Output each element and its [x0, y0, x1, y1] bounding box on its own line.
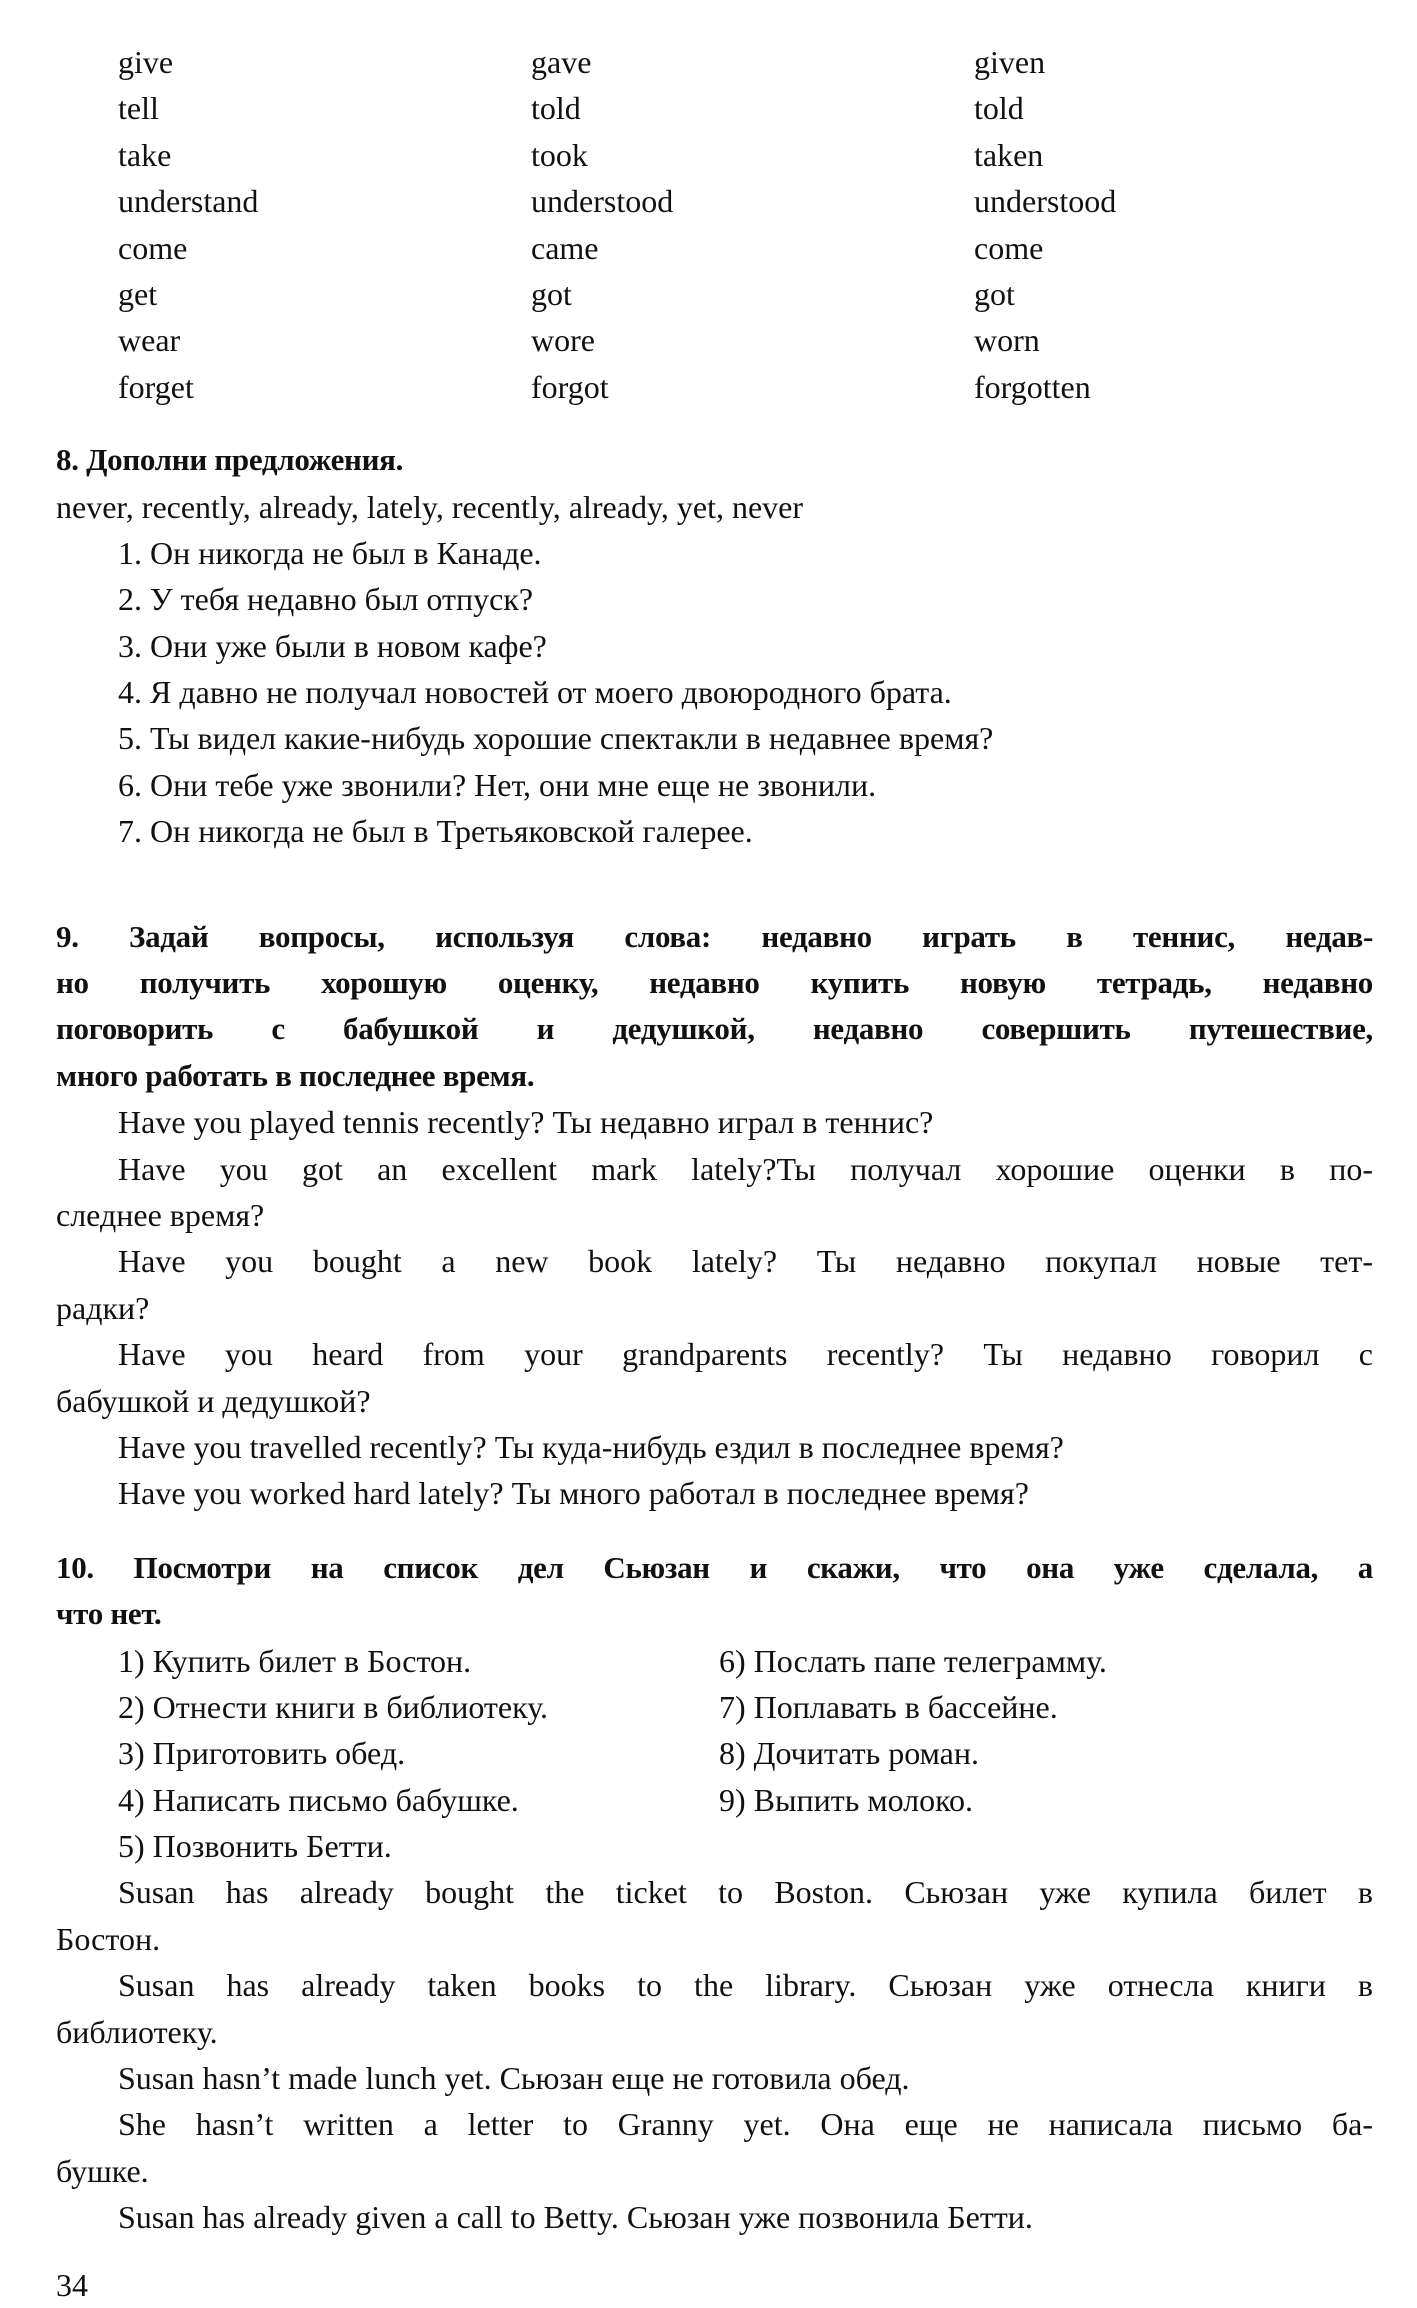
exercise-8-sentence: 3. Они уже были в новом кафе? [118, 627, 547, 664]
todo-item: 5) Позвонить Бетти. [118, 1828, 392, 1865]
answer-line: следнее время? [56, 1196, 265, 1233]
exercise-heading-line: что нет. [56, 1596, 162, 1632]
answer-line: Susan hasn’t made lunch yet. Сьюзан еще не готовила обед. [118, 2060, 910, 2097]
verb-form: came [531, 229, 599, 266]
verb-form: forgotten [974, 368, 1091, 405]
verb-form: told [531, 90, 581, 127]
answer-line: Susan has already bought the ticket to Boston. Сьюзан уже купила билет в [118, 1874, 1373, 1911]
todo-item: 9) Выпить молоко. [719, 1781, 974, 1818]
verb-form: worn [974, 322, 1040, 359]
exercise-8-sentence: 5. Ты видел какие-нибудь хорошие спектакли в недавнее время? [118, 720, 994, 757]
exercise-heading-line: 10. Посмотри на список дел Сьюзан и скажи, что она уже сделала, а [56, 1549, 1373, 1585]
verb-form: taken [974, 136, 1044, 173]
verb-form: come [118, 229, 188, 266]
answer-line: Have you travelled recently? Ты куда-нибудь ездил в последнее время? [118, 1428, 1064, 1465]
todo-item: 6) Послать папе телеграмму. [719, 1642, 1107, 1679]
todo-item: 2) Отнести книги в библиотеку. [118, 1688, 548, 1725]
exercise-8-sentence: 7. Он никогда не был в Третьяковской галерее. [118, 813, 753, 850]
answer-line: Have you bought a new book lately? Ты недавно покупал новые тет- [118, 1243, 1373, 1280]
verb-form: come [974, 229, 1044, 266]
verb-form: understand [118, 183, 259, 220]
answer-line: Have you heard from your grandparents recently? Ты недавно говорил с [118, 1336, 1373, 1373]
verb-form: got [974, 275, 1015, 312]
exercise-8-sentence: 4. Я давно не получал новостей от моего двоюродного брата. [118, 674, 952, 711]
answer-line: бушке. [56, 2152, 149, 2189]
verb-form: tell [118, 90, 159, 127]
verb-form: given [974, 44, 1046, 80]
todo-item: 1) Купить билет в Бостон. [118, 1642, 472, 1679]
verb-form: got [531, 275, 572, 312]
exercise-heading-line: поговорить с бабушкой и дедушкой, недавно совершить путешествие, [56, 1011, 1373, 1047]
todo-item: 7) Поплавать в бассейне. [719, 1688, 1058, 1725]
answer-line: библиотеку. [56, 2013, 218, 2050]
todo-item: 3) Приготовить обед. [118, 1735, 406, 1772]
verb-form: understood [974, 183, 1117, 220]
verb-form: wore [531, 322, 595, 359]
exercise-9 [56, 914, 1373, 1517]
exercise-8-word-list: never, recently, already, lately, recently, already, yet, never [56, 488, 804, 525]
exercise-heading-line: но получить хорошую оценку, недавно купить новую тетрадь, недавно [56, 965, 1373, 1001]
answer-line: Susan has already taken books to the library. Сьюзан уже отнесла книги в [118, 1967, 1373, 2004]
exercise-heading-line: 9. Задай вопросы, используя слова: недавно играть в теннис, недав- [56, 918, 1373, 954]
verb-form: take [118, 136, 172, 173]
answer-line: радки? [56, 1289, 150, 1326]
verb-form: told [974, 90, 1024, 127]
page-number: 34 [56, 2266, 88, 2303]
verb-form: forget [118, 368, 194, 405]
exercise-heading-line: много работать в последнее время. [56, 1057, 535, 1093]
answer-line: Have you worked hard lately? Ты много работал в последнее время? [118, 1475, 1029, 1512]
verb-form: wear [118, 322, 181, 359]
answer-line: She hasn’t written a letter to Granny yet. Она еще не написала письмо ба- [118, 2106, 1373, 2143]
verb-form: understood [531, 183, 674, 220]
exercise-8-sentence: 6. Они тебе уже звонили? Нет, они мне еще не звонили. [118, 766, 877, 803]
todo-item: 4) Написать письмо бабушке. [118, 1781, 519, 1818]
answer-line: Бостон. [56, 1920, 161, 1957]
answer-line: Susan has already given a call to Betty. Сьюзан уже позвонила Бетти. [118, 2199, 1033, 2236]
todo-item: 8) Дочитать роман. [719, 1735, 979, 1772]
irregular-verbs-table [56, 39, 1373, 410]
exercise-8-sentence: 1. Он никогда не был в Канаде. [118, 534, 542, 571]
exercise-10 [56, 1545, 1373, 2241]
answer-line: Have you played tennis recently? Ты недавно играл в теннис? [118, 1104, 934, 1141]
todo-item [719, 1823, 1319, 1869]
exercise-8-sentence: 2. У тебя недавно был отпуск? [118, 581, 534, 618]
exercise-8-heading: 8. Дополни предложения. [56, 442, 404, 478]
verb-form: get [118, 275, 158, 312]
verb-form: took [531, 136, 588, 173]
answer-line: Have you got an excellent mark lately?Ты получал хорошие оценки в по- [118, 1150, 1373, 1187]
verb-form: gave [531, 44, 592, 80]
verb-form: forgot [531, 368, 609, 405]
answer-line: бабушкой и дедушкой? [56, 1382, 371, 1419]
textbook-page [56, 39, 1373, 2308]
todo-list [56, 1638, 1373, 1870]
verb-form: give [118, 44, 174, 80]
exercise-8 [56, 437, 1373, 855]
